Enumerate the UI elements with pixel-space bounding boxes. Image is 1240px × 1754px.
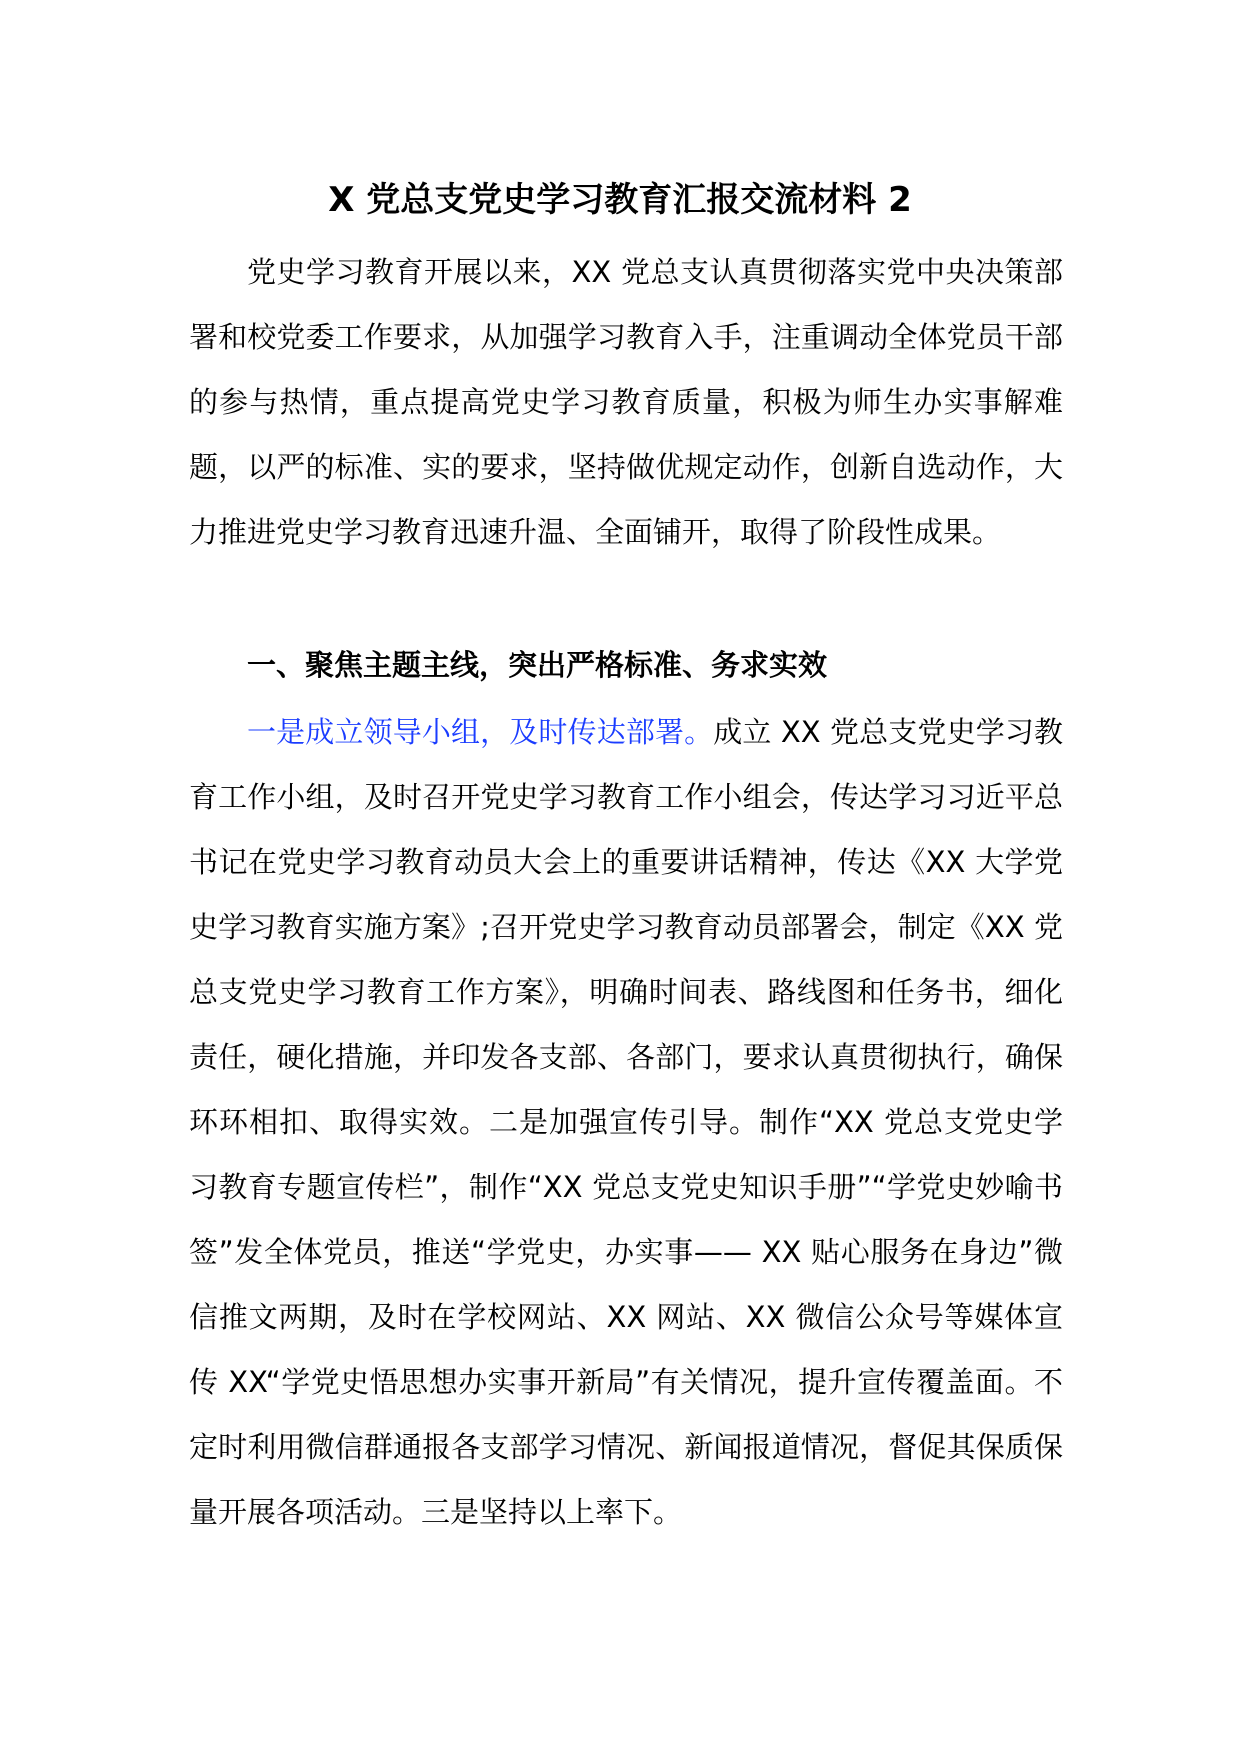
section-paragraph-text: 成立 XX 党总支党史学习教育工作小组，及时召开党史学习教育工作小组会，传达学习习近平总书记在党史学习教育动员大会上的重要讲话精神，传达《XX 大学党史学习教育实施方案》;召开党史学习教育动员部署会，制定《XX 党总支党史学习教育工作方案》，明确时间表、路线图和任务书，细化责任，硬化措施，并印发各支部、各部门，要求认真贯彻执行，确保环环相扣、取得实效。二是加强宣传引导。制作“XX 党总支党史学习教育专题宣传栏”，制作“XX 党总支党史知识手册”“学党史妙喻书签”发全体党员，推送“学党史，办实事—— XX 贴心服务在身边”微信推文两期，及时在学校网站、XX 网站、XX 微信公众号等媒体宣传 XX“学党史悟思想办实事开新局”有关情况，提升宣传覆盖面。不定时利用微信群通报各支部学习情况、新闻报道情况，督促其保质保量开展各项活动。三是坚持以上率下。 (189, 715, 1063, 1529)
document-title: X 党总支党史学习教育汇报交流材料 2 (328, 180, 912, 220)
section-heading: 一、聚焦主题主线，突出严格标准、务求实效 (247, 648, 828, 682)
intro-paragraph: 党史学习教育开展以来，XX 党总支认真贯彻落实党中央决策部署和校党委工作要求，从加强学习教育入手，注重调动全体党员干部的参与热情，重点提高党史学习教育质量，积极为师生办实事解难题，以严的标准、实的要求，坚持做优规定动作，创新自选动作，大力推进党史学习教育迅速升温、全面铺开，取得了阶段性成果。 (189, 255, 1063, 549)
highlighted-lead-sentence: 一是成立领导小组，及时传达部署。 (247, 715, 714, 749)
section-paragraph (189, 700, 1063, 1545)
